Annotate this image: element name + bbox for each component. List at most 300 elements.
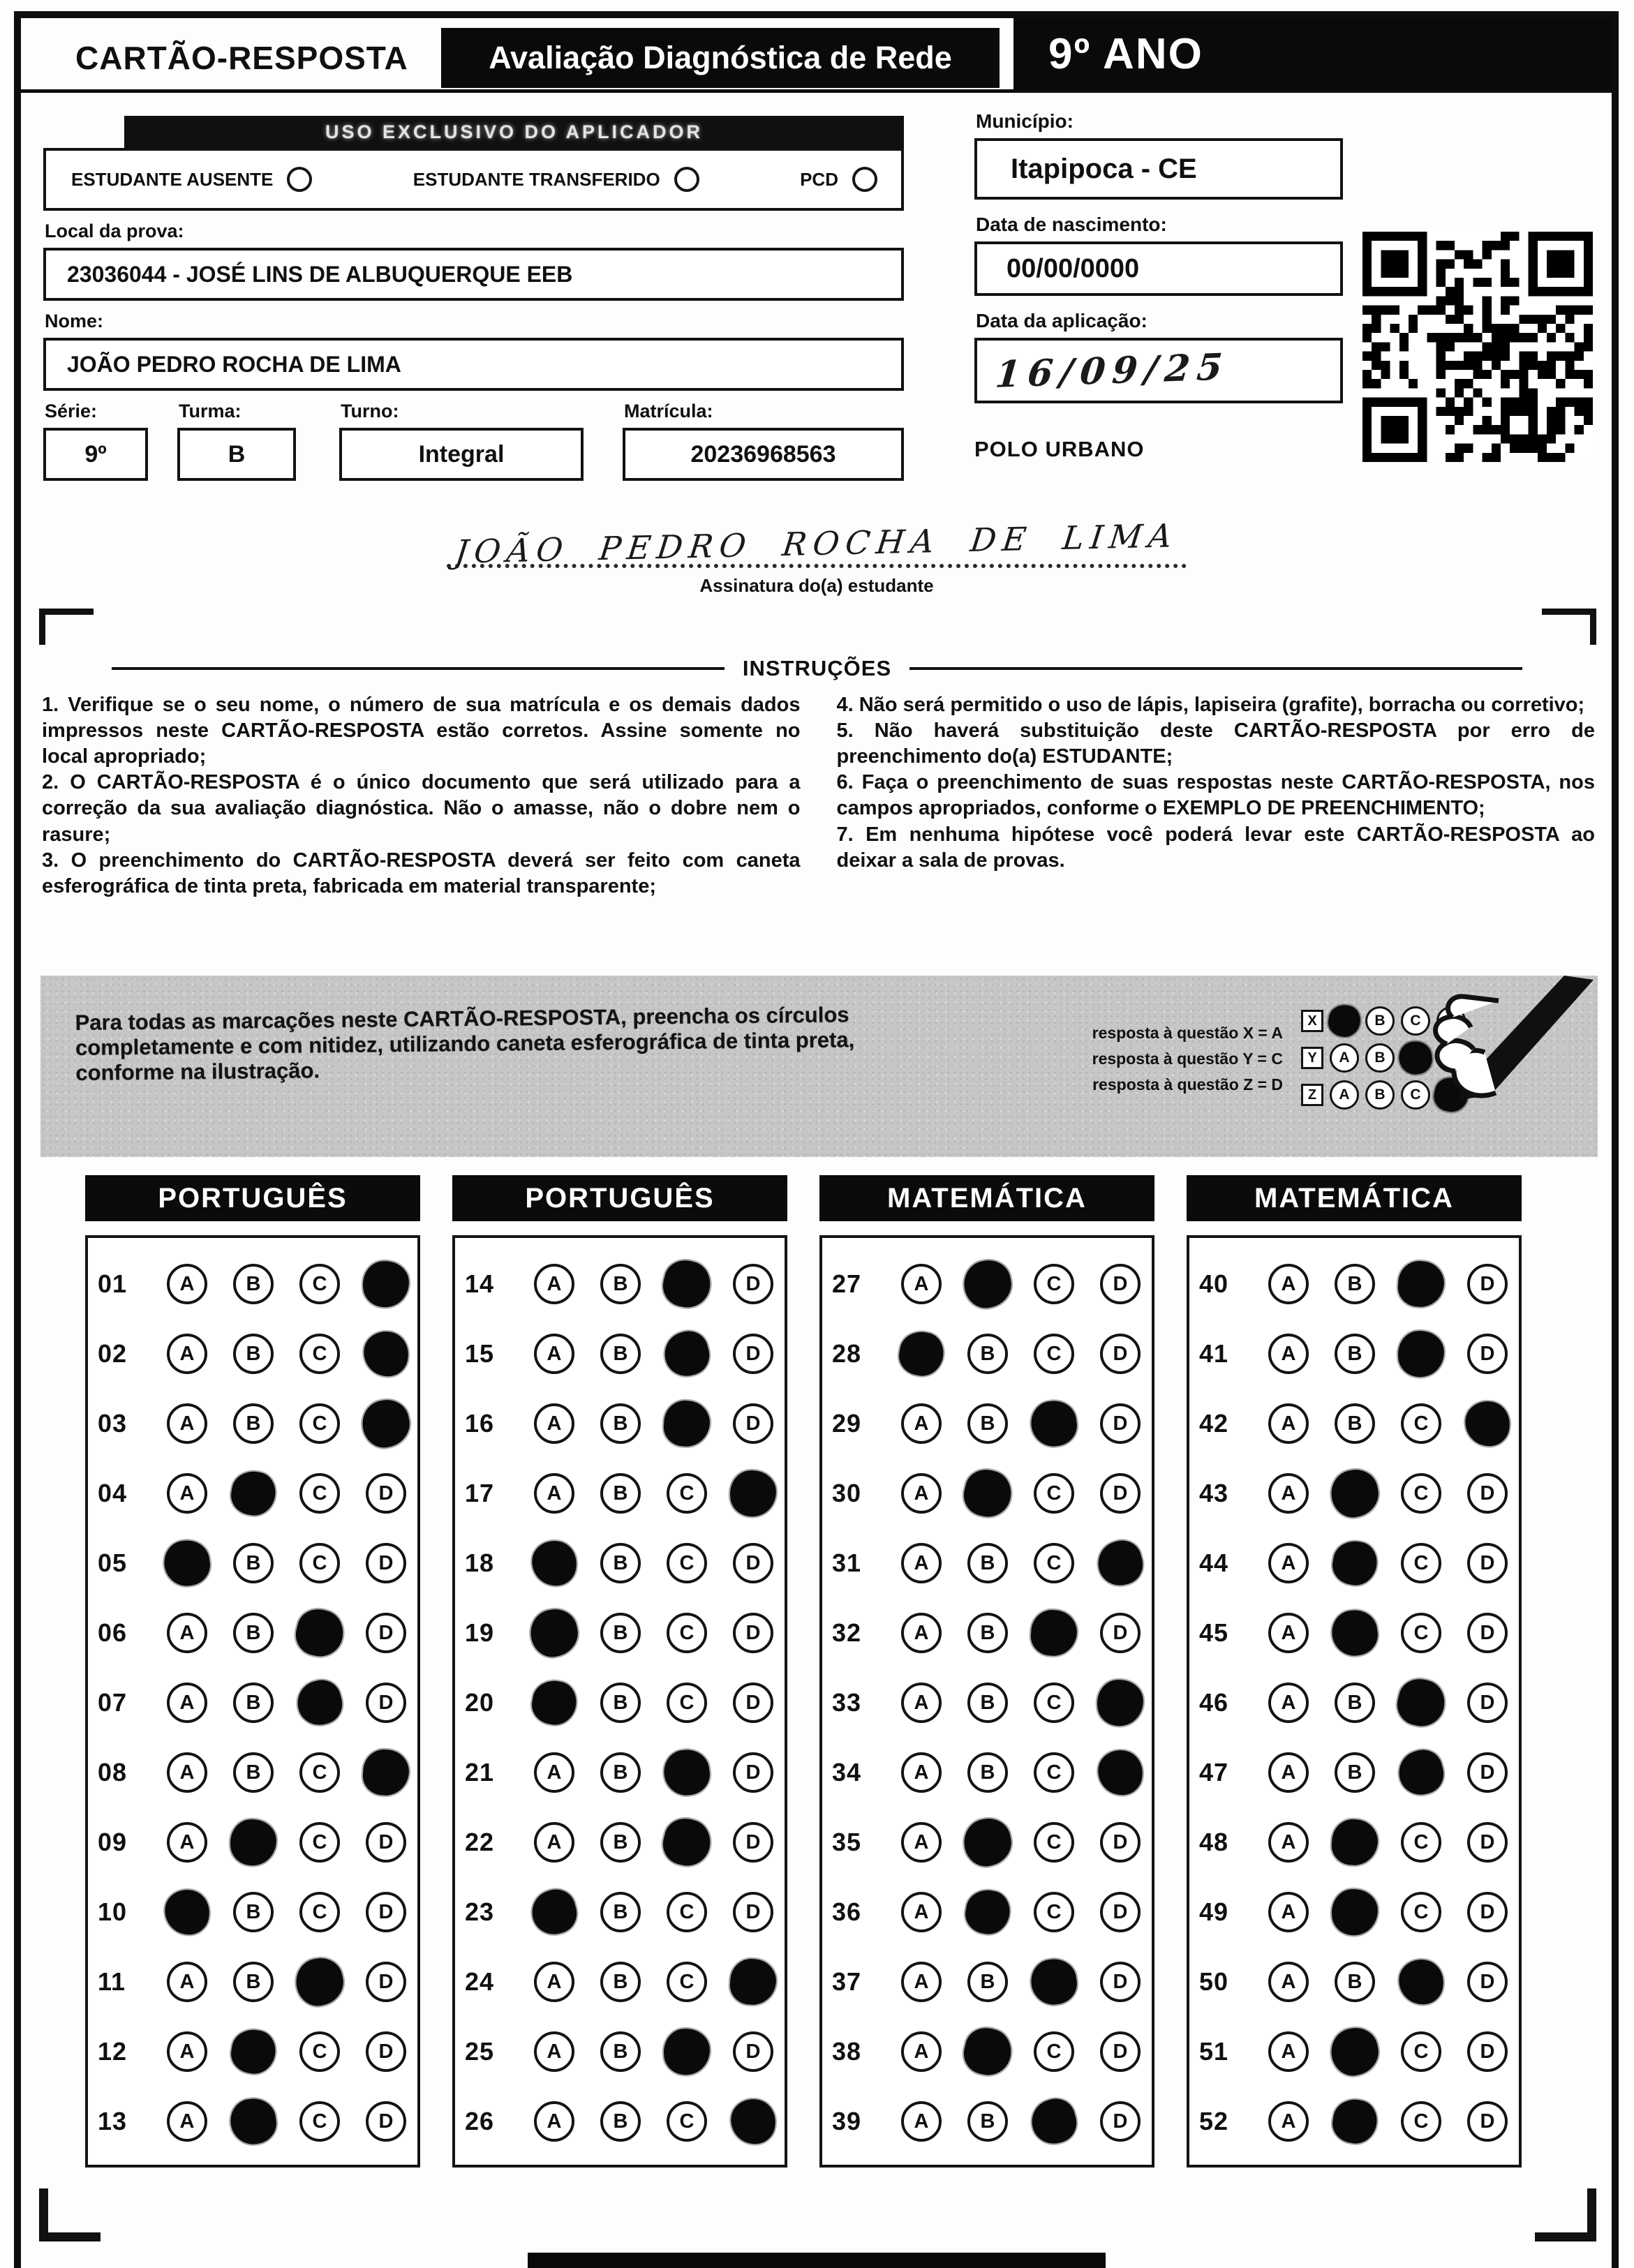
- answer-bubble[interactable]: A: [1268, 1962, 1309, 2002]
- answer-bubble[interactable]: C: [299, 2031, 340, 2072]
- answer-bubble[interactable]: B: [967, 1543, 1008, 1583]
- question-row: [465, 1877, 785, 1947]
- answer-bubble-marked[interactable]: [1027, 2094, 1080, 2148]
- answer-bubble[interactable]: A: [901, 2031, 942, 2072]
- answer-bubble-marked[interactable]: [1028, 1956, 1079, 2007]
- answer-bubble[interactable]: A: [167, 1752, 207, 1793]
- answer-bubble[interactable]: D: [1100, 1473, 1141, 1514]
- question-number: 23: [465, 1897, 495, 1926]
- answer-bubble[interactable]: D: [733, 1822, 773, 1863]
- answer-bubble[interactable]: B: [600, 1613, 641, 1653]
- question-number: 48: [1199, 1828, 1229, 1856]
- answer-bubble[interactable]: A: [1268, 1264, 1309, 1304]
- answer-bubble[interactable]: A: [534, 1334, 574, 1374]
- answer-bubble[interactable]: D: [1100, 1962, 1141, 2002]
- aplicacao-value-field[interactable]: [974, 338, 1343, 403]
- answer-bubble-marked[interactable]: [662, 2027, 712, 2077]
- answer-bubble[interactable]: C: [1401, 2101, 1441, 2142]
- divider-line: [112, 667, 725, 670]
- answer-bubble-marked[interactable]: [1030, 1609, 1078, 1657]
- answer-bubble[interactable]: C: [1401, 1080, 1430, 1110]
- answer-bubble[interactable]: A: [901, 1822, 942, 1863]
- answer-bubble-marked[interactable]: [228, 2027, 279, 2077]
- matricula-value-field[interactable]: 20236968563: [623, 428, 904, 481]
- answer-bubble[interactable]: A: [1268, 1683, 1309, 1723]
- corner-bracket-top-left: [39, 609, 94, 645]
- answer-bubble[interactable]: B: [967, 1613, 1008, 1653]
- local-label: Local da prova:: [45, 221, 184, 241]
- question-row: [98, 1598, 417, 1668]
- answer-bubble[interactable]: B: [233, 1403, 274, 1444]
- question-row: [1199, 1249, 1519, 1319]
- question-number: 13: [98, 2107, 128, 2135]
- answer-bubble-marked[interactable]: [292, 1954, 348, 2010]
- turma-value-field[interactable]: B: [177, 428, 296, 481]
- answer-bubble[interactable]: A: [901, 1683, 942, 1723]
- answer-bubble[interactable]: A: [167, 1334, 207, 1374]
- answer-bubble[interactable]: A: [167, 1264, 207, 1304]
- question-row: [465, 2087, 785, 2156]
- question-row: [832, 1458, 1152, 1528]
- answer-bubble-marked[interactable]: [728, 2096, 778, 2146]
- answer-bubble[interactable]: D: [366, 1683, 406, 1723]
- answer-bubble-marked[interactable]: [963, 1887, 1013, 1938]
- answer-bubble[interactable]: A: [534, 1473, 574, 1514]
- answer-bubble-marked[interactable]: [529, 1678, 580, 1729]
- answer-bubble[interactable]: B: [967, 1334, 1008, 1374]
- corner-bracket-bottom-left: [39, 2188, 101, 2241]
- answer-bubble[interactable]: B: [233, 1752, 274, 1793]
- answer-bubble[interactable]: A: [534, 1822, 574, 1863]
- question-row: [832, 1738, 1152, 1807]
- question-number: 46: [1199, 1688, 1229, 1717]
- answer-bubble[interactable]: A: [1268, 1473, 1309, 1514]
- answer-bubble[interactable]: D: [366, 1473, 406, 1514]
- answer-bubble[interactable]: C: [1401, 1006, 1430, 1036]
- answer-bubble-marked[interactable]: [527, 1885, 581, 1939]
- question-number: 05: [98, 1549, 128, 1577]
- answer-bubble[interactable]: C: [667, 1613, 707, 1653]
- answer-bubble-marked[interactable]: [162, 1887, 211, 1937]
- bottom-registration-bar: [528, 2253, 1106, 2268]
- answer-bubble[interactable]: B: [600, 1264, 641, 1304]
- answer-bubble-marked[interactable]: [292, 1676, 346, 1729]
- answer-bubble[interactable]: D: [1100, 1892, 1141, 1932]
- answer-bubble[interactable]: D: [1467, 1613, 1508, 1653]
- answer-grid: [819, 1235, 1154, 2168]
- question-number: 16: [465, 1409, 495, 1438]
- question-row: [465, 1947, 785, 2017]
- answer-bubble-marked[interactable]: [1326, 1003, 1363, 1040]
- answer-bubble-marked[interactable]: [960, 1814, 1016, 1870]
- answer-bubble-marked[interactable]: [1394, 1745, 1448, 1799]
- question-number: 06: [98, 1618, 128, 1647]
- answer-bubble[interactable]: C: [667, 1962, 707, 2002]
- answer-bubble[interactable]: D: [733, 1543, 773, 1583]
- answer-bubble[interactable]: B: [967, 1752, 1008, 1793]
- answer-bubble[interactable]: A: [167, 1962, 207, 2002]
- answer-bubble[interactable]: D: [733, 1752, 773, 1793]
- grade-badge: 9º ANO: [1013, 18, 1612, 89]
- answer-bubble[interactable]: A: [901, 1473, 942, 1514]
- answer-bubble[interactable]: C: [299, 1752, 340, 1793]
- answer-grid: [85, 1235, 420, 2168]
- answer-bubble[interactable]: D: [1467, 1334, 1508, 1374]
- answer-bubble[interactable]: D: [366, 1822, 406, 1863]
- answer-bubble[interactable]: C: [299, 1403, 340, 1444]
- fill-example-legend: [1032, 1020, 1283, 1097]
- answer-bubble-marked[interactable]: [526, 1605, 582, 1661]
- answer-bubble[interactable]: A: [167, 2101, 207, 2142]
- answer-bubble[interactable]: D: [1100, 1264, 1141, 1304]
- answer-column-title: MATEMÁTICA: [819, 1175, 1154, 1221]
- question-number: 18: [465, 1549, 495, 1577]
- answer-bubble-marked[interactable]: [1462, 1398, 1512, 1448]
- answer-bubble[interactable]: B: [600, 2031, 641, 2072]
- answer-bubble[interactable]: D: [1100, 1334, 1141, 1374]
- answer-bubble[interactable]: D: [733, 2031, 773, 2072]
- answer-bubble[interactable]: D: [366, 1543, 406, 1583]
- question-number: 47: [1199, 1758, 1229, 1786]
- question-row: [98, 1807, 417, 1877]
- nascimento-value-field[interactable]: 00/00/0000: [974, 241, 1343, 296]
- answer-bubble[interactable]: B: [600, 1403, 641, 1444]
- answer-bubble[interactable]: A: [167, 1403, 207, 1444]
- answer-bubble[interactable]: D: [1467, 1543, 1508, 1583]
- answer-bubble[interactable]: B: [600, 2101, 641, 2142]
- answer-bubble[interactable]: D: [1467, 1962, 1508, 2002]
- answer-bubble-marked[interactable]: [1095, 1678, 1145, 1728]
- answer-bubble[interactable]: A: [901, 1892, 942, 1932]
- answer-bubble[interactable]: A: [534, 1403, 574, 1444]
- answer-bubble[interactable]: B: [1365, 1043, 1395, 1073]
- checkbox-estudante-transferido: [413, 167, 699, 192]
- nascimento-label: Data de nascimento:: [976, 214, 1167, 235]
- answer-bubble[interactable]: B: [233, 1683, 274, 1723]
- example-question-label: Y: [1301, 1047, 1323, 1069]
- answer-bubble[interactable]: B: [600, 1892, 641, 1932]
- answer-bubble-marked[interactable]: [662, 1399, 711, 1448]
- checkbox-label: PCD: [800, 168, 838, 190]
- question-number: 37: [832, 1967, 862, 1996]
- fill-example-box: [40, 976, 1598, 1157]
- answer-bubble[interactable]: D: [1467, 1264, 1508, 1304]
- instruction-item: 7. Em nenhuma hipótese você poderá levar este CARTÃO-RESPOSTA ao deixar a sala de provas.: [836, 823, 1595, 872]
- answer-bubble[interactable]: B: [1335, 1403, 1375, 1444]
- answer-bubble[interactable]: A: [901, 1613, 942, 1653]
- answer-bubble[interactable]: D: [1100, 1403, 1141, 1444]
- answer-bubble[interactable]: A: [1330, 1043, 1359, 1073]
- turno-value-field[interactable]: Integral: [339, 428, 584, 481]
- answer-bubble[interactable]: B: [600, 1334, 641, 1374]
- answer-bubble-marked[interactable]: [960, 1465, 1016, 1522]
- nome-value-field[interactable]: JOÃO PEDRO ROCHA DE LIMA: [43, 338, 904, 391]
- question-row: [832, 1319, 1152, 1389]
- answer-bubble-marked[interactable]: [960, 1256, 1016, 1312]
- answer-bubble[interactable]: B: [233, 1543, 274, 1583]
- instruction-item: 6. Faça o preenchimento de suas respostas neste CARTÃO-RESPOSTA, nos campos apropriados, conforme o EXEMPLO DE PREENCHIMENTO;: [836, 771, 1595, 820]
- answer-bubble-marked[interactable]: [228, 2096, 278, 2147]
- answer-bubble[interactable]: B: [967, 1683, 1008, 1723]
- answer-bubble[interactable]: B: [1365, 1080, 1395, 1110]
- answer-bubble[interactable]: B: [967, 2101, 1008, 2142]
- answer-bubble[interactable]: B: [600, 1543, 641, 1583]
- answer-bubble-marked[interactable]: [1028, 1398, 1079, 1449]
- question-row: [832, 1807, 1152, 1877]
- question-row: [832, 1249, 1152, 1319]
- answer-bubble[interactable]: D: [366, 1613, 406, 1653]
- answer-bubble-marked[interactable]: [362, 1748, 410, 1797]
- answer-bubble[interactable]: B: [600, 1752, 641, 1793]
- answer-bubble[interactable]: C: [299, 2101, 340, 2142]
- answer-bubble[interactable]: C: [1034, 1892, 1074, 1932]
- answer-bubble[interactable]: A: [901, 1264, 942, 1304]
- answer-bubble[interactable]: D: [1100, 1613, 1141, 1653]
- answer-bubble[interactable]: B: [233, 1613, 274, 1653]
- signature-line[interactable]: [447, 516, 1187, 571]
- question-number: 25: [465, 2037, 495, 2066]
- answer-bubble[interactable]: C: [1034, 2031, 1074, 2072]
- answer-bubble[interactable]: A: [1268, 1403, 1309, 1444]
- header-divider: [21, 89, 1612, 93]
- answer-bubble[interactable]: A: [901, 1543, 942, 1583]
- serie-label: Série:: [45, 401, 98, 421]
- answer-bubble[interactable]: C: [1401, 1543, 1441, 1583]
- answer-bubble-marked[interactable]: [660, 1327, 713, 1380]
- answer-bubble[interactable]: D: [733, 1403, 773, 1444]
- answer-bubble-marked[interactable]: [529, 1538, 579, 1588]
- answer-bubble[interactable]: D: [366, 2101, 406, 2142]
- answer-bubble[interactable]: C: [667, 1473, 707, 1514]
- question-number: 41: [1199, 1339, 1229, 1368]
- answer-bubble[interactable]: B: [600, 1473, 641, 1514]
- answer-bubble[interactable]: A: [1268, 1752, 1309, 1793]
- answer-bubble-marked[interactable]: [960, 2024, 1016, 2080]
- answer-bubble[interactable]: A: [167, 1683, 207, 1723]
- answer-bubble[interactable]: B: [967, 1403, 1008, 1444]
- answer-bubble[interactable]: D: [1467, 1822, 1508, 1863]
- answer-bubble[interactable]: C: [1034, 1334, 1074, 1374]
- question-row: [465, 1738, 785, 1807]
- answer-bubble[interactable]: C: [1401, 1822, 1441, 1863]
- answer-bubble[interactable]: B: [1335, 1962, 1375, 2002]
- answer-bubble[interactable]: D: [733, 1683, 773, 1723]
- answer-bubble-marked[interactable]: [659, 1256, 715, 1313]
- answer-bubble[interactable]: A: [167, 1613, 207, 1653]
- answer-bubble-marked[interactable]: [361, 1259, 411, 1309]
- answer-bubble[interactable]: C: [1401, 1473, 1441, 1514]
- question-number: 36: [832, 1897, 862, 1926]
- answer-bubble[interactable]: A: [1268, 1822, 1309, 1863]
- answer-bubble[interactable]: C: [1034, 1473, 1074, 1514]
- answer-bubble[interactable]: D: [733, 1613, 773, 1653]
- answer-bubble-marked[interactable]: [661, 1747, 712, 1798]
- answer-bubble[interactable]: A: [534, 2101, 574, 2142]
- answer-bubble[interactable]: D: [366, 2031, 406, 2072]
- answer-bubble-marked[interactable]: [1330, 1818, 1379, 1867]
- answer-bubble[interactable]: C: [299, 1334, 340, 1374]
- transferido-checkbox-circle[interactable]: [674, 167, 699, 192]
- answer-bubble[interactable]: C: [1401, 1613, 1441, 1653]
- question-number: 04: [98, 1479, 128, 1507]
- answer-bubble-marked[interactable]: [1327, 2024, 1383, 2080]
- answer-bubble[interactable]: B: [600, 1822, 641, 1863]
- answer-bubble-marked[interactable]: [659, 1814, 715, 1871]
- answer-bubble[interactable]: D: [1100, 2031, 1141, 2072]
- answer-bubble[interactable]: A: [167, 2031, 207, 2072]
- answer-bubble[interactable]: C: [1034, 1752, 1074, 1793]
- local-value-field[interactable]: 23036044 - JOSÉ LINS DE ALBUQUERQUE EEB: [43, 248, 904, 301]
- answer-bubble-marked[interactable]: [1330, 1887, 1380, 1937]
- answer-bubble-marked[interactable]: [1393, 1675, 1450, 1731]
- answer-bubble[interactable]: B: [233, 1264, 274, 1304]
- answer-bubble[interactable]: A: [534, 2031, 574, 2072]
- answer-bubble[interactable]: B: [233, 1334, 274, 1374]
- question-number: 44: [1199, 1549, 1229, 1577]
- answer-bubble[interactable]: B: [1335, 1683, 1375, 1723]
- card-title: CARTÃO-RESPOSTA: [75, 40, 408, 76]
- question-row: [1199, 1807, 1519, 1877]
- answer-bubble[interactable]: D: [733, 1264, 773, 1304]
- answer-bubble-marked[interactable]: [1397, 1260, 1446, 1308]
- answer-bubble[interactable]: A: [901, 1752, 942, 1793]
- answer-bubble-marked[interactable]: [1330, 1538, 1381, 1589]
- question-row: [1199, 1877, 1519, 1947]
- answer-bubble-marked[interactable]: [1095, 1747, 1145, 1797]
- answer-bubble[interactable]: C: [1401, 1403, 1441, 1444]
- answer-column-title: PORTUGUÊS: [452, 1175, 787, 1221]
- answer-bubble-marked[interactable]: [729, 1957, 778, 2006]
- answer-bubble[interactable]: B: [1335, 1752, 1375, 1793]
- question-row: [98, 1947, 417, 2017]
- question-row: [832, 1598, 1152, 1668]
- answer-bubble[interactable]: B: [233, 1892, 274, 1932]
- answer-bubble[interactable]: A: [167, 1822, 207, 1863]
- answer-bubble[interactable]: B: [600, 1683, 641, 1723]
- instructions-left-column: [42, 692, 801, 900]
- question-row: [1199, 1389, 1519, 1458]
- answer-bubble[interactable]: A: [1268, 1892, 1309, 1932]
- question-number: 29: [832, 1409, 862, 1438]
- answer-bubble[interactable]: C: [299, 1822, 340, 1863]
- answer-bubble[interactable]: B: [233, 1962, 274, 2002]
- answer-bubble[interactable]: A: [1268, 1334, 1309, 1374]
- answer-bubble[interactable]: C: [299, 1264, 340, 1304]
- instruction-item: 4. Não será permitido o uso de lápis, lapiseira (grafite), borracha ou corretivo;: [836, 694, 1585, 716]
- answer-bubble[interactable]: C: [1401, 1892, 1441, 1932]
- answer-bubble-marked[interactable]: [292, 1605, 348, 1662]
- answer-bubble[interactable]: A: [901, 2101, 942, 2142]
- answer-bubble[interactable]: D: [366, 1892, 406, 1932]
- answer-bubble[interactable]: D: [1467, 2101, 1508, 2142]
- question-row: [465, 2017, 785, 2087]
- answer-bubble[interactable]: C: [1401, 2031, 1441, 2072]
- answer-bubble[interactable]: A: [534, 1962, 574, 2002]
- answer-bubble-marked[interactable]: [1093, 1536, 1147, 1590]
- answer-bubble[interactable]: C: [667, 1683, 707, 1723]
- answer-bubble[interactable]: A: [901, 1403, 942, 1444]
- answer-bubble-marked[interactable]: [228, 1468, 279, 1519]
- answer-bubble[interactable]: A: [1268, 2031, 1309, 2072]
- instructions-right-column: [837, 692, 1596, 900]
- answer-bubble-marked[interactable]: [358, 1396, 414, 1452]
- answer-bubble[interactable]: D: [733, 1892, 773, 1932]
- answer-bubble-marked[interactable]: [1330, 2096, 1381, 2147]
- answer-bubble-marked[interactable]: [1329, 1607, 1380, 1658]
- answer-bubble-marked[interactable]: [1396, 1329, 1446, 1379]
- answer-bubble[interactable]: A: [1268, 1613, 1309, 1653]
- answer-bubble[interactable]: A: [1268, 2101, 1309, 2142]
- answer-bubble[interactable]: C: [667, 2101, 707, 2142]
- answer-bubble[interactable]: D: [366, 1962, 406, 2002]
- answer-bubble[interactable]: C: [667, 1892, 707, 1932]
- answer-bubble-marked[interactable]: [161, 1537, 212, 1588]
- answer-bubble[interactable]: B: [1335, 1334, 1375, 1374]
- answer-bubble[interactable]: B: [1365, 1006, 1395, 1036]
- answer-bubble-marked[interactable]: [1327, 1465, 1383, 1521]
- question-row: [465, 1458, 785, 1528]
- ausente-checkbox-circle[interactable]: [287, 167, 312, 192]
- answer-bubble[interactable]: A: [534, 1264, 574, 1304]
- answer-bubble[interactable]: C: [299, 1473, 340, 1514]
- answer-bubble[interactable]: D: [733, 1334, 773, 1374]
- pcd-checkbox-circle[interactable]: [852, 167, 877, 192]
- question-number: 38: [832, 2037, 862, 2066]
- answer-bubble[interactable]: D: [1100, 1822, 1141, 1863]
- answer-bubble[interactable]: D: [1467, 1752, 1508, 1793]
- answer-bubble[interactable]: A: [167, 1473, 207, 1514]
- answer-bubble[interactable]: C: [1034, 1822, 1074, 1863]
- answer-bubble[interactable]: C: [667, 1543, 707, 1583]
- municipio-value-field[interactable]: Itapipoca - CE: [974, 138, 1343, 200]
- aplicacao-handwritten-date: 16/09/25: [993, 345, 1231, 396]
- answer-bubble[interactable]: A: [901, 1962, 942, 2002]
- answer-bubble[interactable]: C: [1034, 1543, 1074, 1583]
- answer-bubble[interactable]: A: [1330, 1080, 1359, 1110]
- answer-bubble-marked[interactable]: [1396, 1957, 1446, 2006]
- serie-value-field[interactable]: 9º: [43, 428, 148, 481]
- signature-caption: Assinatura do(a) estudante: [699, 575, 934, 596]
- instructions-header: [112, 656, 1522, 681]
- qr-code: [1362, 232, 1593, 462]
- answer-bubble[interactable]: D: [1467, 1473, 1508, 1514]
- answer-section: [85, 1175, 1522, 2168]
- answer-bubble[interactable]: C: [299, 1892, 340, 1932]
- question-number: 30: [832, 1479, 862, 1507]
- answer-bubble[interactable]: B: [600, 1962, 641, 2002]
- answer-bubble[interactable]: C: [299, 1543, 340, 1583]
- answer-bubble[interactable]: B: [1335, 1264, 1375, 1304]
- answer-bubble[interactable]: A: [1268, 1543, 1309, 1583]
- answer-bubble[interactable]: D: [1467, 2031, 1508, 2072]
- question-row: [1199, 1319, 1519, 1389]
- answer-bubble[interactable]: A: [534, 1752, 574, 1793]
- answer-bubble[interactable]: B: [967, 1962, 1008, 2002]
- answer-bubble[interactable]: D: [1100, 2101, 1141, 2142]
- question-row: [1199, 2017, 1519, 2087]
- question-row: [832, 1528, 1152, 1598]
- answer-bubble[interactable]: D: [1467, 1683, 1508, 1723]
- answer-bubble[interactable]: D: [1467, 1892, 1508, 1932]
- answer-bubble-marked[interactable]: [228, 1817, 278, 1867]
- answer-bubble[interactable]: C: [1034, 1264, 1074, 1304]
- answer-bubble-marked[interactable]: [896, 1329, 947, 1380]
- student-form-right: [974, 110, 1343, 462]
- answer-bubble-marked[interactable]: [728, 1468, 778, 1519]
- answer-bubble[interactable]: C: [1034, 1683, 1074, 1723]
- question-number: 20: [465, 1688, 495, 1717]
- answer-bubble-marked[interactable]: [361, 1329, 410, 1378]
